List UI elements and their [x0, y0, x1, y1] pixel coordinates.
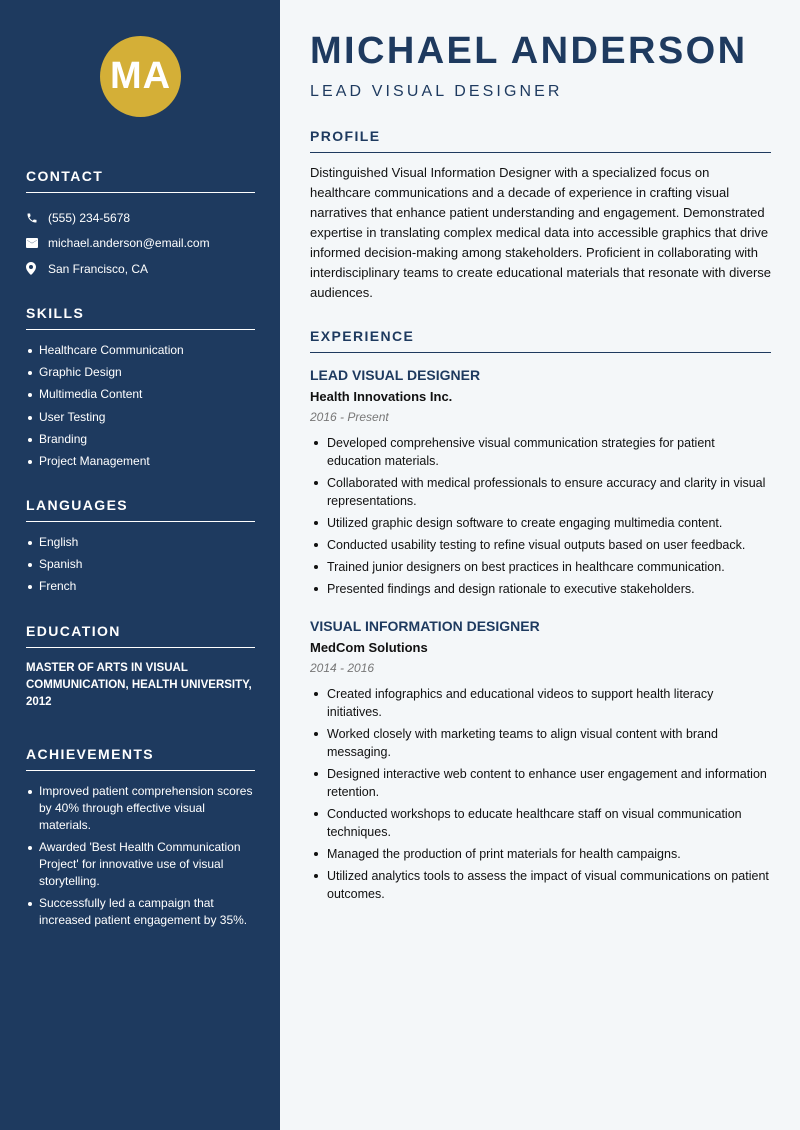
achievements-heading: ACHIEVEMENTS — [26, 746, 255, 771]
skill-item: Branding — [26, 431, 255, 448]
avatar-initials: MA — [109, 55, 172, 97]
job-entry — [310, 366, 771, 602]
contact-location-row — [26, 256, 255, 282]
achievement-item: Improved patient comprehension scores by 40% through effective visual materials. — [26, 783, 255, 834]
job-bullet: Collaborated with medical professionals to ensure accuracy and clarity in visual representations. — [310, 474, 771, 510]
profile-text: Distinguished Visual Information Designer with a specialized focus on healthcare communications and a decade of experience in crafting visual narratives that enhance patient understanding and engagement. Demonstrated expertise in translating complex medical data into accessible graphics that drive informed decision-making among stakeholders. Proficient in collaborating with interdisciplinary teams to create educational materials that resonate with diverse audiences. — [310, 165, 772, 300]
job-title: LEAD VISUAL DESIGNER — [310, 367, 481, 383]
job-bullet: Conducted usability testing to refine visual outputs based on user feedback. — [310, 536, 771, 554]
job-bullet: Created infographics and educational videos to support health literacy initiatives. — [310, 685, 771, 721]
job-bullets — [310, 685, 771, 903]
candidate-name: MICHAEL ANDERSON — [310, 30, 748, 72]
email-icon — [26, 238, 48, 248]
languages-heading: LANGUAGES — [26, 497, 255, 522]
education-degree: MASTER OF ARTS IN VISUAL COMMUNICATION, HEALTH UNIVERSITY, 2012 — [26, 662, 252, 708]
profile-heading: PROFILE — [310, 128, 771, 153]
achievements-section — [26, 746, 255, 935]
experience-heading: EXPERIENCE — [310, 328, 771, 353]
contact-heading: CONTACT — [26, 168, 255, 193]
location-pin-icon — [26, 262, 48, 275]
skill-item: User Testing — [26, 409, 255, 426]
skill-item: Graphic Design — [26, 364, 255, 381]
job-bullet: Worked closely with marketing teams to align visual content with brand messaging. — [310, 725, 771, 761]
contact-phone-row — [26, 205, 255, 231]
skill-item: Multimedia Content — [26, 386, 255, 403]
job-bullet: Presented findings and design rationale to executive stakeholders. — [310, 580, 771, 598]
sidebar — [0, 0, 280, 1130]
job-bullet: Utilized analytics tools to assess the impact of visual communications on patient outcomes. — [310, 867, 771, 903]
job-bullet: Designed interactive web content to enhance user engagement and information retention. — [310, 765, 771, 801]
skills-section — [26, 305, 255, 475]
language-item: Spanish — [26, 556, 255, 573]
skills-heading: SKILLS — [26, 305, 255, 330]
achievement-item: Successfully led a campaign that increased patient engagement by 35%. — [26, 895, 255, 929]
job-bullet: Trained junior designers on best practices in healthcare communication. — [310, 558, 771, 576]
candidate-role: LEAD VISUAL DESIGNER — [310, 83, 563, 100]
contact-email[interactable]: michael.anderson@email.com — [48, 236, 210, 251]
job-dates: 2016 - Present — [310, 410, 389, 424]
job-dates: 2014 - 2016 — [310, 661, 375, 675]
job-bullet: Developed comprehensive visual communication strategies for patient education materials. — [310, 434, 771, 470]
job-bullet: Conducted workshops to educate healthcare staff on visual communication techniques. — [310, 805, 771, 841]
job-company: Health Innovations Inc. — [310, 389, 453, 404]
job-bullet: Managed the production of print materials for health campaigns. — [310, 845, 771, 863]
languages-section — [26, 497, 255, 601]
language-item: French — [26, 578, 255, 595]
contact-location: San Francisco, CA — [48, 261, 149, 276]
language-item: English — [26, 534, 255, 551]
avatar — [100, 36, 181, 117]
job-bullet: Utilized graphic design software to create engaging multimedia content. — [310, 514, 771, 532]
phone-icon — [26, 212, 48, 224]
education-section — [26, 623, 255, 711]
skill-item: Healthcare Communication — [26, 342, 255, 359]
education-heading: EDUCATION — [26, 623, 255, 648]
contact-phone: (555) 234-5678 — [48, 210, 131, 225]
job-entry — [310, 617, 771, 907]
skill-item: Project Management — [26, 453, 255, 470]
contact-email-row — [26, 231, 255, 257]
contact-section — [26, 168, 255, 282]
skills-list — [26, 342, 255, 470]
job-company: MedCom Solutions — [310, 640, 428, 655]
achievements-list — [26, 783, 255, 929]
achievement-item: Awarded 'Best Health Communication Project' for innovative use of visual storytelling. — [26, 839, 255, 890]
languages-list — [26, 534, 255, 595]
job-title: VISUAL INFORMATION DESIGNER — [310, 618, 540, 634]
job-bullets — [310, 434, 771, 598]
